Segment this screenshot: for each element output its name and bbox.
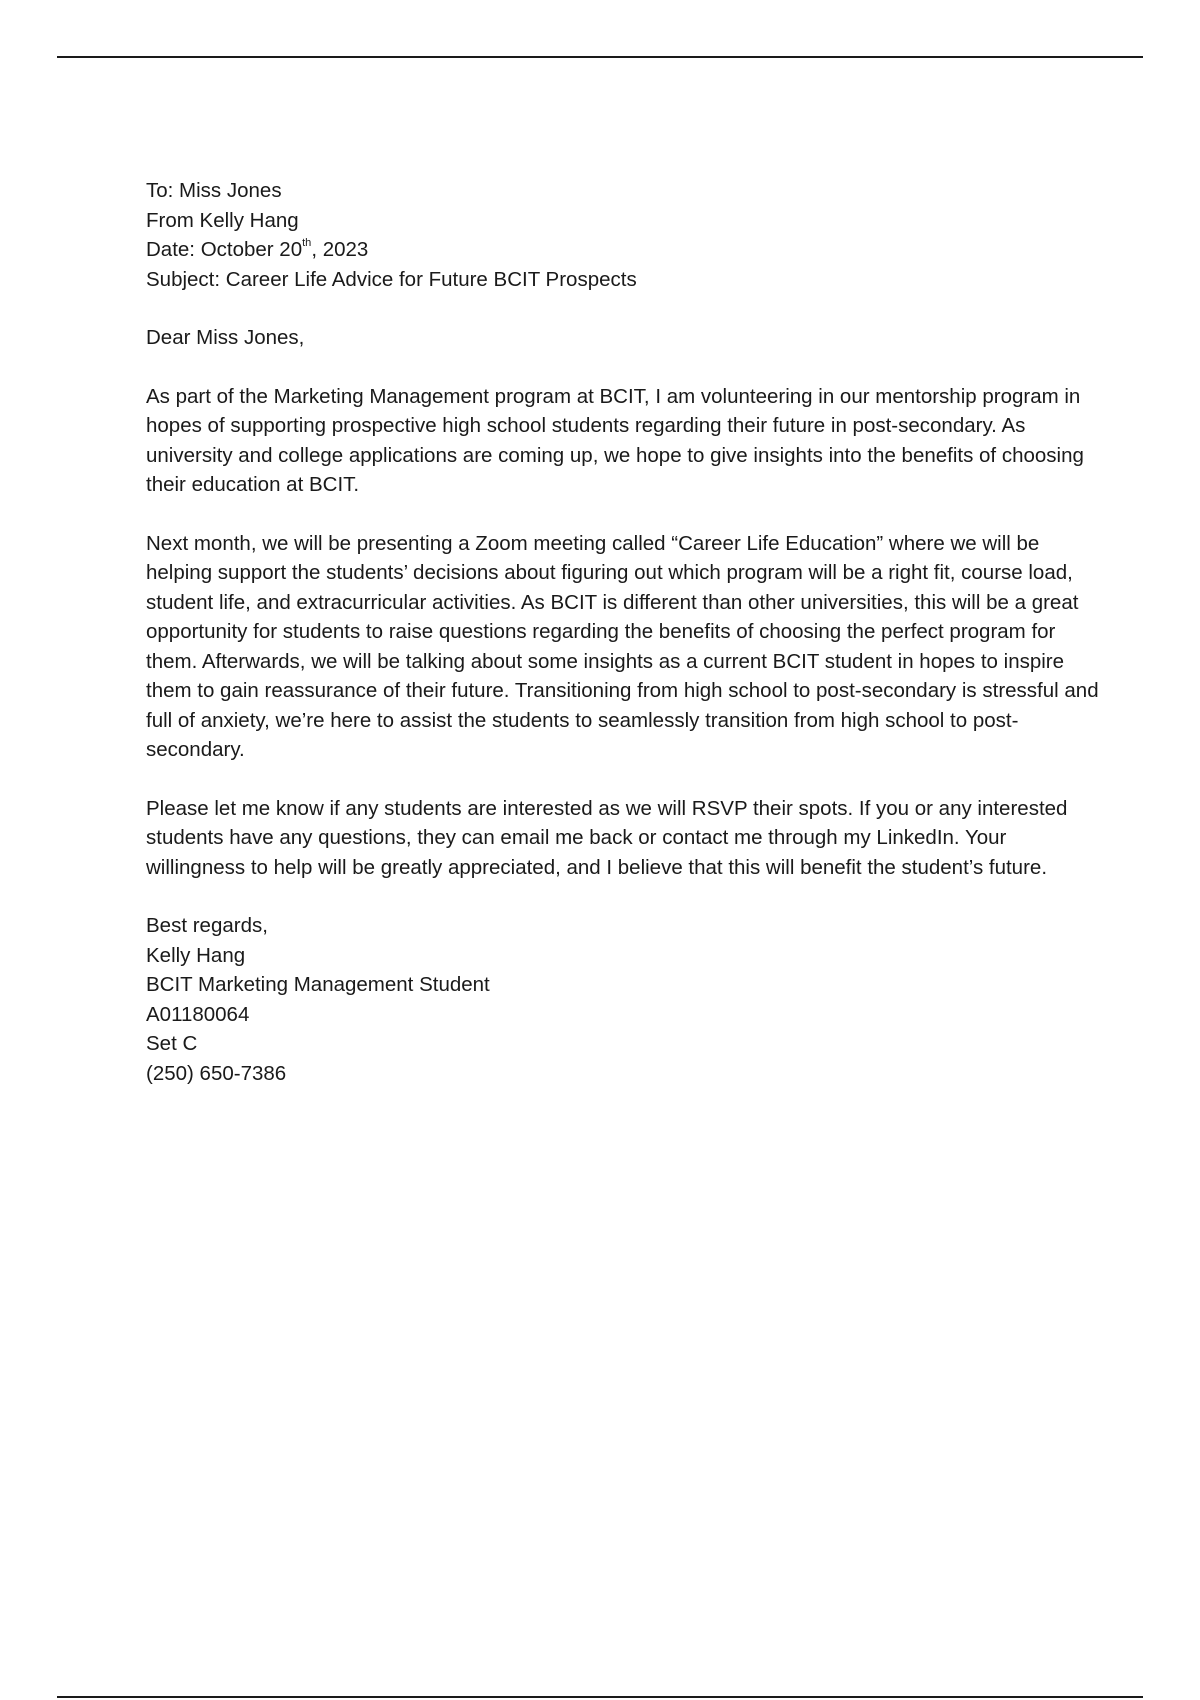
subject-line: Subject: Career Life Advice for Future BCIT Prospects [146, 267, 637, 291]
from-line: From Kelly Hang [146, 208, 299, 232]
phone-number: (250) 650-7386 [146, 1061, 287, 1085]
body-paragraph-2: Next month, we will be presenting a Zoom meeting called “Career Life Education” where we will be helping support the students’ decisions about figuring out which program will be a right fit, course load, student life, and extracurricular activities. As BCIT is different than other universities, this will be a great opportunity for students to raise questions regarding the benefits of choosing the perfect program for them. Afterwards, we will be talking about some insights as a current BCIT student in hopes to inspire them to gain reassurance of their future. Transitioning from high school to post-secondary is stressful and full of anxiety, we’re here to assist the students to seamlessly transition from high school to post-secondary. [146, 531, 1099, 761]
closing: Best regards, [146, 914, 268, 937]
memo-letter [146, 176, 1106, 1117]
signature-block [146, 911, 1106, 1088]
set-label: Set C [146, 1032, 198, 1055]
page-bottom-rule [57, 1696, 1143, 1698]
date-prefix: Date: October 20 [146, 238, 303, 261]
body-paragraph-1: As part of the Marketing Management program at BCIT, I am volunteering in our mentorship program in hopes of supporting prospective high school students regarding their future in post-secondary. As university and college applications are coming up, we hope to give insights into the benefits of choosing their education at BCIT. [146, 384, 1084, 496]
to-line: To: Miss Jones [146, 179, 282, 202]
body-paragraph-3: Please let me know if any students are interested as we will RSVP their spots. If you or any interested students have any questions, they can email me back or contact me through my LinkedIn. Your willingness to help will be greatly appreciated, and I believe that this will benefit the student’s future. [146, 796, 1068, 879]
student-id: A01180064 [146, 1002, 250, 1026]
salutation: Dear Miss Jones, [146, 326, 305, 349]
date-rest: , 2023 [311, 238, 369, 261]
signer-name: Kelly Hang [146, 943, 246, 967]
memo-header [146, 176, 1106, 294]
page-top-rule [57, 56, 1143, 58]
signer-title: BCIT Marketing Management Student [146, 973, 490, 996]
date-ordinal-suffix: th [302, 237, 312, 250]
date-line [146, 235, 1106, 265]
